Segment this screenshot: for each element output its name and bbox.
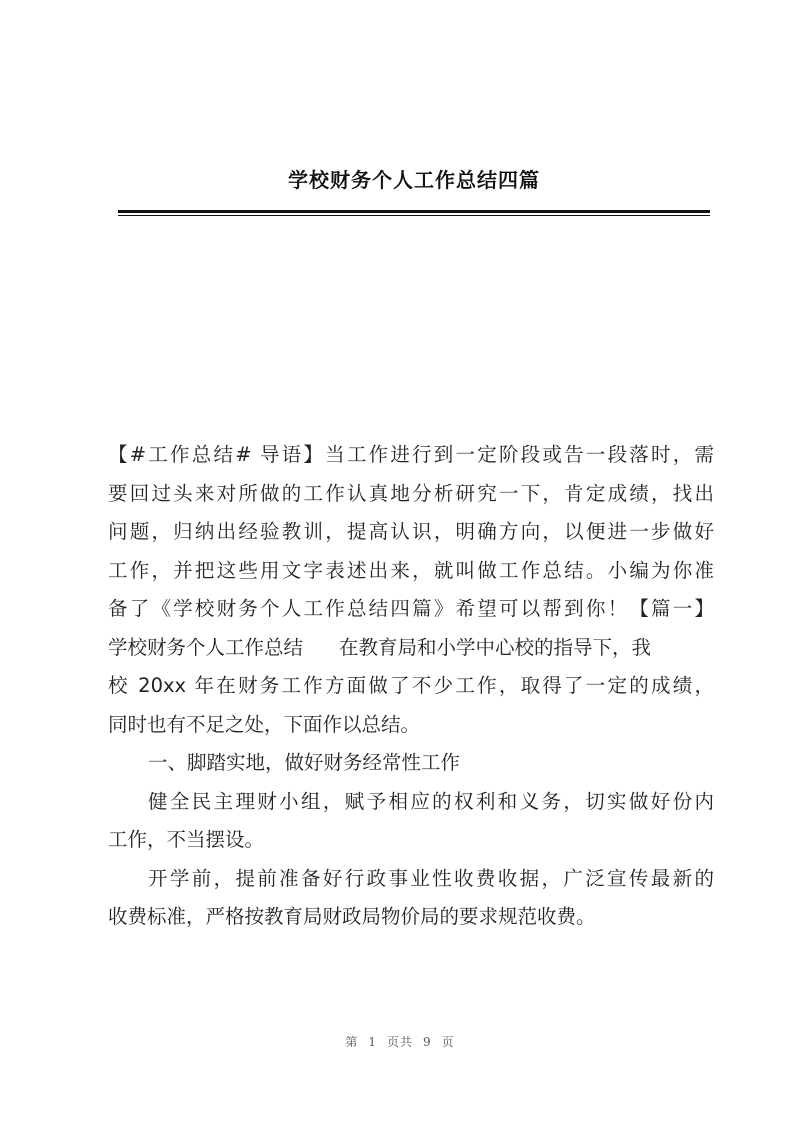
body-line: 健全民主理财小组，赋予相应的权利和义务，切实做好份内 <box>148 789 714 813</box>
body-line: 校 20xx 年在财务工作方面做了不少工作，取得了一定的成绩， <box>108 674 714 697</box>
intro-line: 工作，并把这些用文字表述出来，就叫做工作总结。小编为你准 <box>108 558 714 582</box>
section-heading: 学校财务个人工作总结 <box>108 635 304 659</box>
footer-current-page: 1 <box>368 1035 377 1049</box>
footer-suffix: 页 <box>441 1035 455 1049</box>
footer-middle: 页共 <box>386 1035 413 1049</box>
page-footer <box>0 1033 800 1050</box>
footer-prefix: 第 <box>345 1035 359 1049</box>
intro-line: 要回过头来对所做的工作认真地分析研究一下，肯定成绩，找出 <box>108 481 714 505</box>
section-lead-text: 在教育局和小学中心校的指导下，我 <box>339 635 652 659</box>
document-title: 学校财务个人工作总结四篇 <box>288 168 540 192</box>
intro-line: 问题，归纳出经验教训，提高认识，明确方向，以便进一步做好 <box>108 520 714 543</box>
point-heading: 一、脚踏实地，做好财务经常性工作 <box>148 751 461 774</box>
intro-line: 【#工作总结# 导语】当工作进行到一定阶段或告一段落时，需 <box>108 443 714 466</box>
section-heading-line <box>108 629 714 668</box>
body-line: 同时也有不足之处，下面作以总结。 <box>108 712 421 736</box>
body-line: 收费标准，严格按教育局财政局物价局的要求规范收费。 <box>108 905 596 928</box>
body-line: 工作，不当摆设。 <box>108 828 265 851</box>
body-line: 开学前，提前准备好行政事业性收费收据，广泛宣传最新的 <box>148 866 714 890</box>
intro-line: 备了《学校财务个人工作总结四篇》希望可以帮到你！【篇一】 <box>108 597 714 620</box>
document-body <box>108 436 714 937</box>
footer-total-pages: 9 <box>423 1035 432 1049</box>
title-rule-thick <box>118 210 710 213</box>
title-rule-thin <box>118 215 710 216</box>
